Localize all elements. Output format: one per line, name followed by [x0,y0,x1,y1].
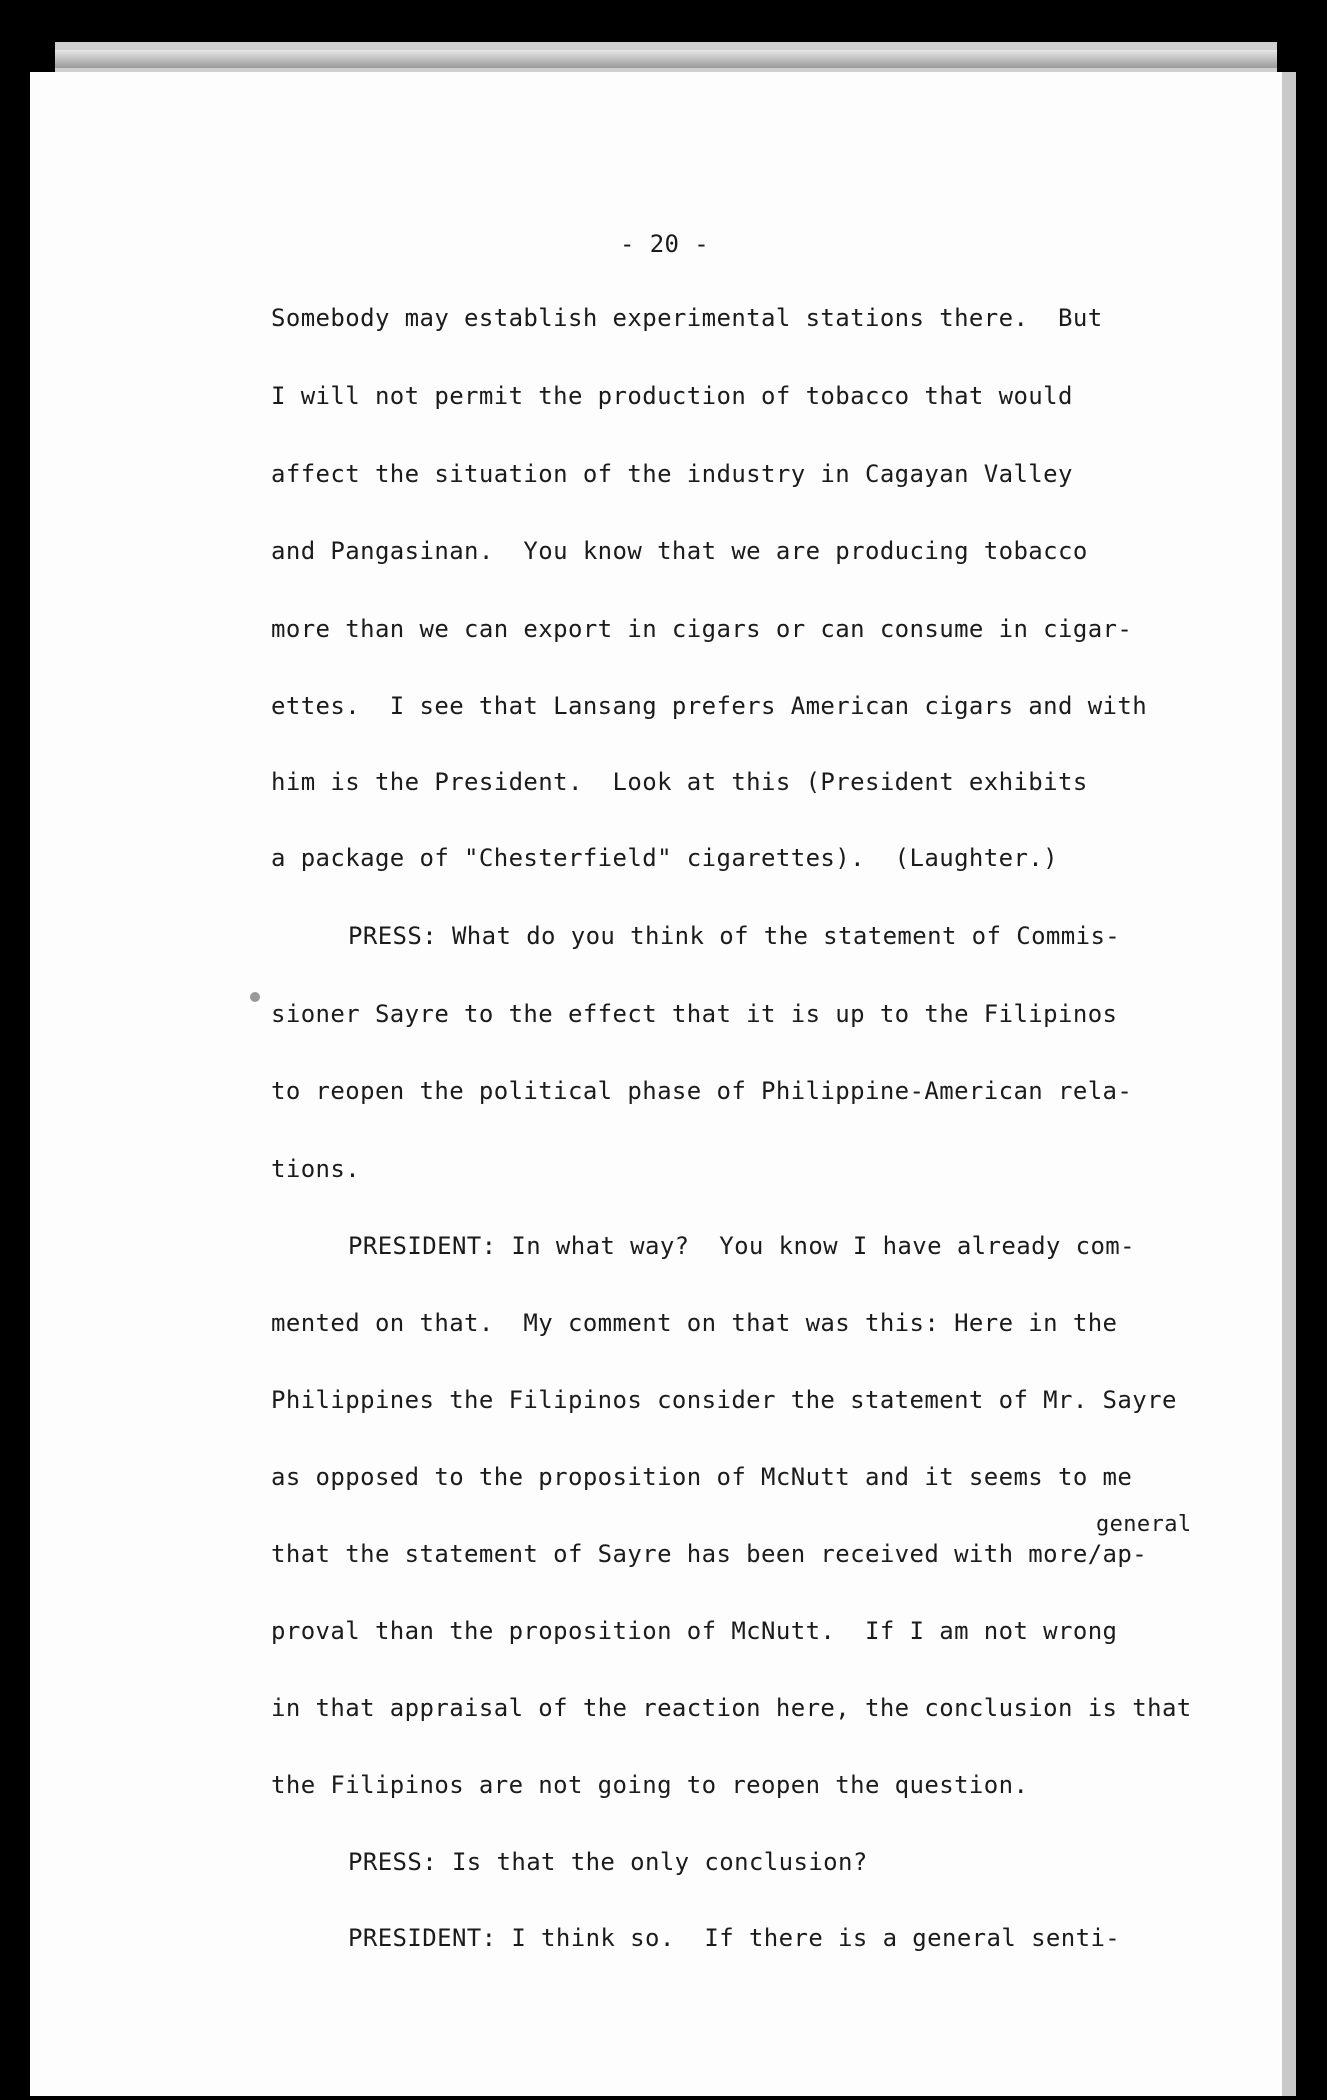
text-line: as opposed to the proposition of McNutt and it seems to me [271,1463,1133,1491]
text-line: PRESIDENT: I think so. If there is a general senti- [348,1924,1121,1952]
text-line: in that appraisal of the reaction here, the conclusion is that [271,1694,1192,1722]
document-page [30,72,1296,2096]
sheet-top-edge [55,50,1277,68]
text-line: him is the President. Look at this (President exhibits [271,768,1088,796]
text-line: a package of "Chesterfield" cigarettes). (Laughter.) [271,844,1059,872]
text-line: PRESS: Is that the only conclusion? [348,1848,868,1876]
text-line: sioner Sayre to the effect that it is up to the Filipinos [271,1000,1118,1028]
text-line: ettes. I see that Lansang prefers American cigars and with [271,692,1148,720]
text-line: proval than the proposition of McNutt. If I am not wrong [271,1617,1118,1645]
text-line: the Filipinos are not going to reopen the question. [271,1771,1029,1799]
text-line: Philippines the Filipinos consider the statement of Mr. Sayre [271,1386,1177,1414]
text-line: more than we can export in cigars or can consume in cigar- [271,615,1133,643]
text-line: Somebody may establish experimental stations there. But [271,304,1103,332]
text-line: I will not permit the production of tobacco that would [271,382,1073,410]
text-line: that the statement of Sayre has been received with more/ap- [271,1540,1148,1568]
text-line: PRESS: What do you think of the statement of Commis- [348,922,1121,950]
interlinear-insertion: general [1096,1512,1192,1537]
text-line: and Pangasinan. You know that we are producing tobacco [271,537,1088,565]
page-number: - 20 - [620,230,710,258]
text-line: affect the situation of the industry in Cagayan Valley [271,460,1073,488]
paper-speck [250,992,260,1002]
text-line: PRESIDENT: In what way? You know I have already com- [348,1232,1136,1260]
text-line: tions. [271,1155,361,1183]
text-line: to reopen the political phase of Philippine-American rela- [271,1077,1133,1105]
text-line: mented on that. My comment on that was this: Here in the [271,1309,1118,1337]
